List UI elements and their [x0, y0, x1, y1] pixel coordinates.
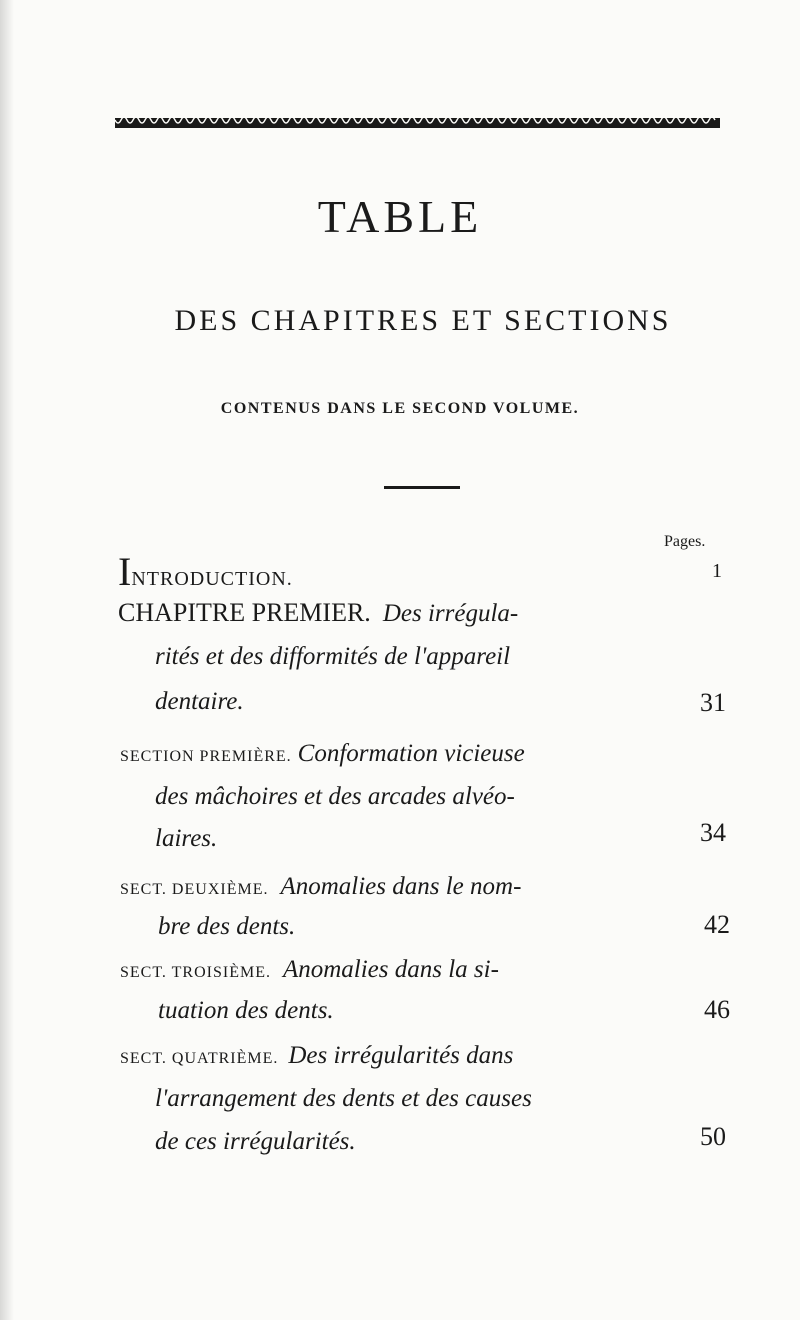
short-divider	[384, 486, 460, 489]
entry-label: NTRODUCTION.	[131, 568, 293, 590]
toc-entry-sect-quatrieme	[120, 1042, 513, 1070]
entry-text-line: Conformation vicieuse	[297, 740, 525, 767]
volume-caption: CONTENUS DANS LE SECOND VOLUME.	[220, 400, 580, 417]
entry-text-line: rités et des difformités de l'appareil	[155, 643, 511, 670]
pages-column-header: Pages.	[664, 533, 706, 550]
toc-entry-chapitre-premier	[118, 598, 518, 628]
toc-entry-section-premiere	[120, 740, 525, 768]
page-number: 50	[700, 1122, 726, 1151]
drop-cap: I	[118, 549, 132, 594]
ornamental-rule	[115, 118, 720, 128]
entry-text-line: bre des dents.	[158, 913, 296, 940]
entry-label: SECT. TROISIÈME.	[120, 964, 271, 981]
entry-text-line: Des irrégularités dans	[288, 1042, 514, 1069]
entry-text-line: Des irrégula-	[382, 600, 519, 627]
entry-text-line: de ces irrégularités.	[155, 1128, 356, 1155]
page-title: TABLE	[317, 191, 483, 242]
page-number: 42	[704, 910, 730, 939]
entry-text-line: tuation des dents.	[158, 997, 334, 1024]
page-number: 34	[700, 818, 726, 847]
entry-label: SECT. QUATRIÈME.	[120, 1050, 279, 1067]
page-subtitle: DES CHAPITRES ET SECTIONS	[174, 304, 672, 337]
toc-entry-sect-deuxieme	[120, 873, 521, 901]
entry-label: SECTION PREMIÈRE.	[120, 748, 292, 765]
entry-text-line: Anomalies dans la si-	[282, 956, 499, 983]
entry-label: CHAPITRE PREMIER.	[118, 598, 371, 627]
entry-text-line: des mâchoires et des arcades alvéo-	[155, 783, 515, 810]
toc-entry-sect-troisieme	[120, 956, 499, 984]
entry-text-line: dentaire.	[155, 688, 244, 715]
entry-text-line: l'arrangement des dents et des causes	[155, 1085, 532, 1112]
toc-entry-introduction	[118, 548, 293, 595]
entry-text-line: Anomalies dans le nom-	[280, 873, 522, 900]
page-number: 46	[704, 995, 730, 1024]
entry-label: SECT. DEUXIÈME.	[120, 881, 269, 898]
page-number: 1	[712, 560, 722, 582]
page-number: 31	[700, 688, 726, 717]
entry-text-line: laires.	[155, 825, 218, 852]
